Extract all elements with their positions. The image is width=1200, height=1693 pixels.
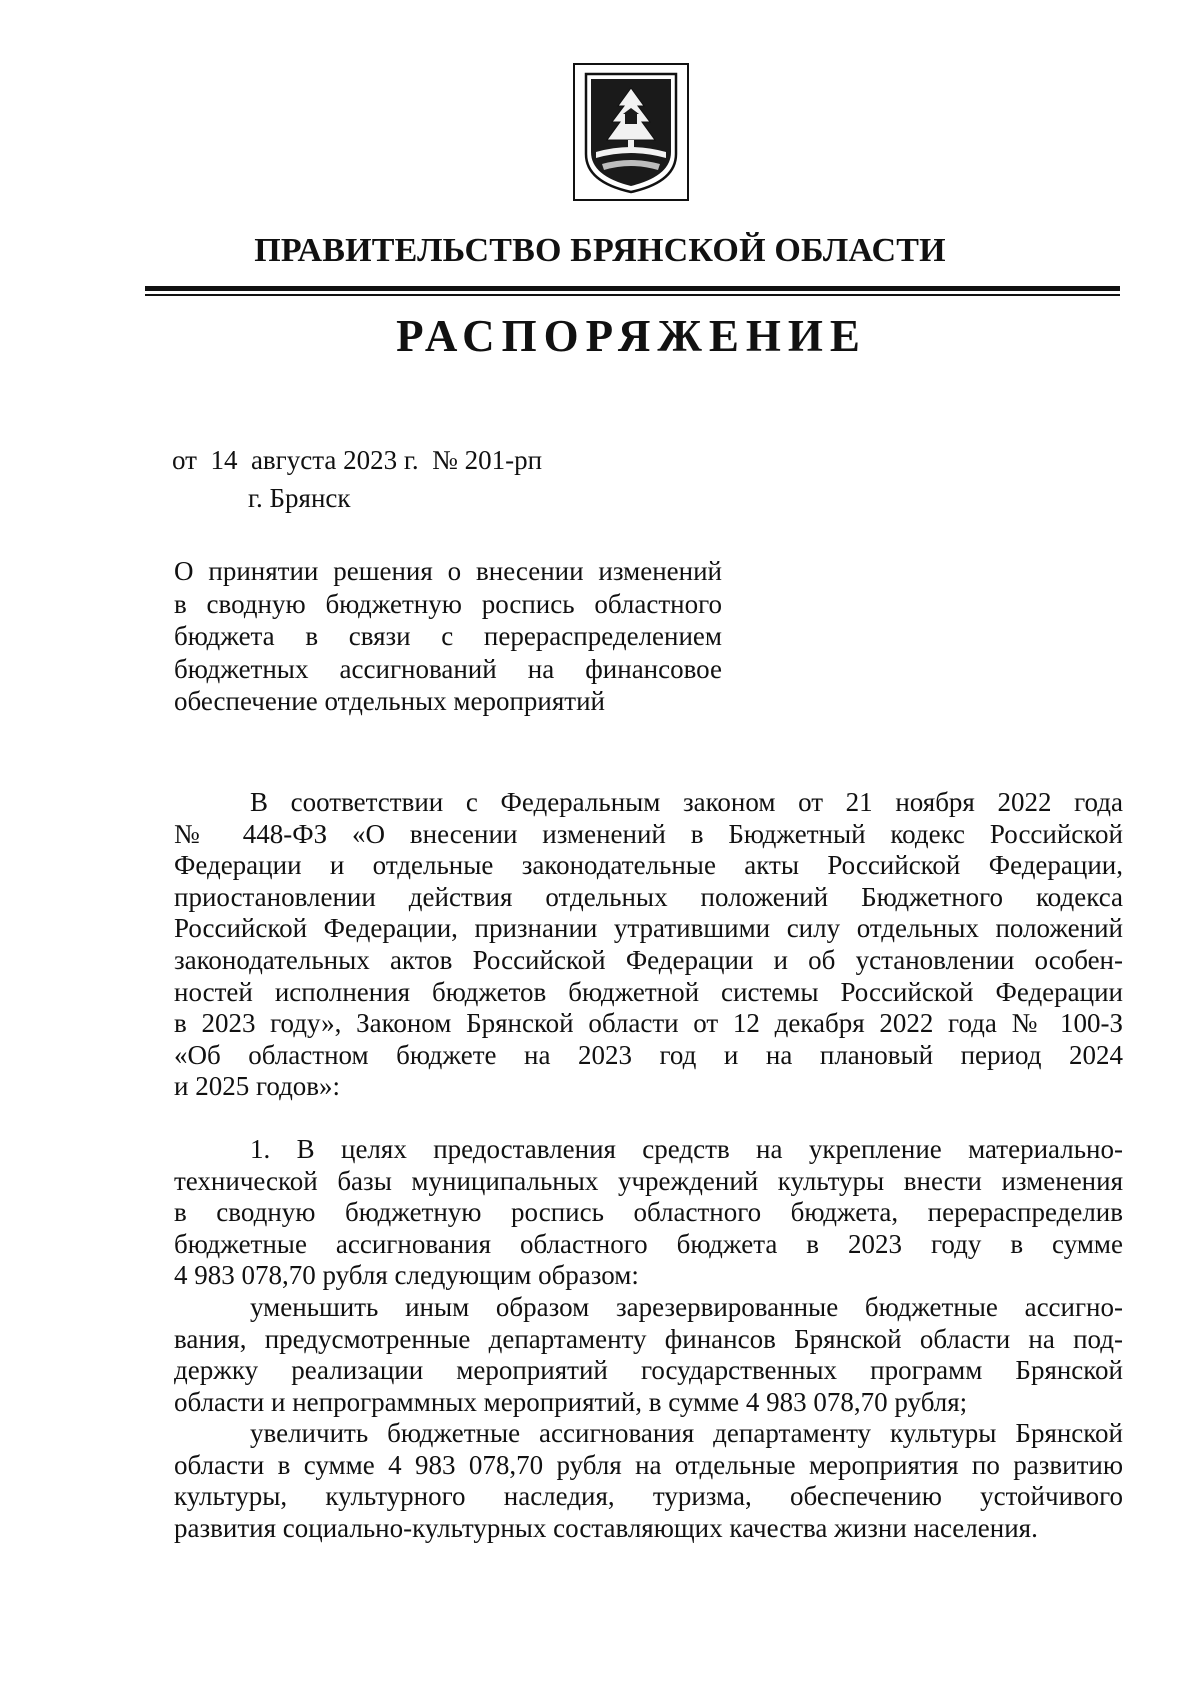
reduce-line: области и непрограммных мероприятий, в сумме 4 983 078,70 рубля; <box>174 1386 968 1417</box>
preamble-line: «Об областном бюджете на 2023 год и на плановый период 2024 <box>174 1039 1123 1070</box>
preamble-line: Российской Федерации, признании утратившими силу отдельных положений <box>174 913 1123 944</box>
subject-line: обеспечение отдельных мероприятий <box>174 686 605 716</box>
document-type-title: РАСПОРЯЖЕНИЕ <box>396 311 867 361</box>
preamble-line: № 448-ФЗ «О внесении изменений в Бюджетный кодекс Российской <box>174 818 1123 849</box>
city: г. Брянск <box>248 483 351 513</box>
subject-block <box>174 555 722 718</box>
subject-line: в сводную бюджетную роспись областного <box>174 588 722 619</box>
preamble-line: Федерации и отдельные законодательные акты Российской Федерации, <box>174 850 1123 881</box>
increase-line: культуры, культурного наследия, туризма, обеспечению устойчивого <box>174 1481 1123 1512</box>
preamble-line: законодательных актов Российской Федерации и об установлении особен- <box>174 944 1123 975</box>
date-and-number: от 14 августа 2023 г. № 201-рп <box>172 445 543 475</box>
preamble-line: В соответствии с Федеральным законом от 21 ноября 2022 года <box>250 787 1123 817</box>
coat-of-arms-icon <box>572 62 690 202</box>
header-divider-thin <box>145 294 1120 296</box>
increase-line: области в сумме 4 983 078,70 рубля на отдельные мероприятия по развитию <box>174 1449 1123 1480</box>
subject-line: бюджетных ассигнований на финансовое <box>174 653 722 684</box>
item1-line: технической базы муниципальных учреждений культуры внести изменения <box>174 1165 1123 1196</box>
document-body <box>174 787 1123 1545</box>
preamble-line: приостановлении действия отдельных положений Бюджетного кодекса <box>174 881 1123 912</box>
increase-line: увеличить бюджетные ассигнования департаменту культуры Брянской <box>250 1418 1123 1449</box>
reduce-line: держку реализации мероприятий государственных программ Брянской <box>174 1355 1123 1386</box>
preamble-line: ностей исполнения бюджетов бюджетной системы Российской Федерации <box>174 976 1123 1007</box>
paragraph-gap <box>174 1103 1123 1134</box>
subject-line: О принятии решения о внесении изменений <box>174 556 722 586</box>
item1-line: бюджетные ассигнования областного бюджета в 2023 году в сумме <box>174 1228 1123 1259</box>
item1-line: 1. В целях предоставления средств на укрепление материально- <box>250 1133 1123 1164</box>
preamble-line: и 2025 годов»: <box>174 1071 341 1102</box>
item1-line: 4 983 078,70 рубля следующим образом: <box>174 1260 639 1291</box>
coat-of-arms-svg <box>572 62 690 202</box>
reduce-line: вания, предусмотренные департаменту финансов Брянской области на под- <box>174 1323 1123 1354</box>
reduce-line: уменьшить иным образом зарезервированные бюджетные ассигно- <box>250 1291 1123 1322</box>
increase-line: развития социально-культурных составляющих качества жизни населения. <box>174 1513 1038 1544</box>
government-title: ПРАВИТЕЛЬСТВО БРЯНСКОЙ ОБЛАСТИ <box>254 232 946 269</box>
subject-line: бюджета в связи с перераспределением <box>174 621 722 651</box>
item1-line: в сводную бюджетную роспись областного бюджета, перераспределив <box>174 1197 1123 1228</box>
preamble-line: в 2023 году», Законом Брянской области от 12 декабря 2022 года № 100-З <box>174 1008 1123 1039</box>
header-divider-thick <box>145 286 1120 291</box>
